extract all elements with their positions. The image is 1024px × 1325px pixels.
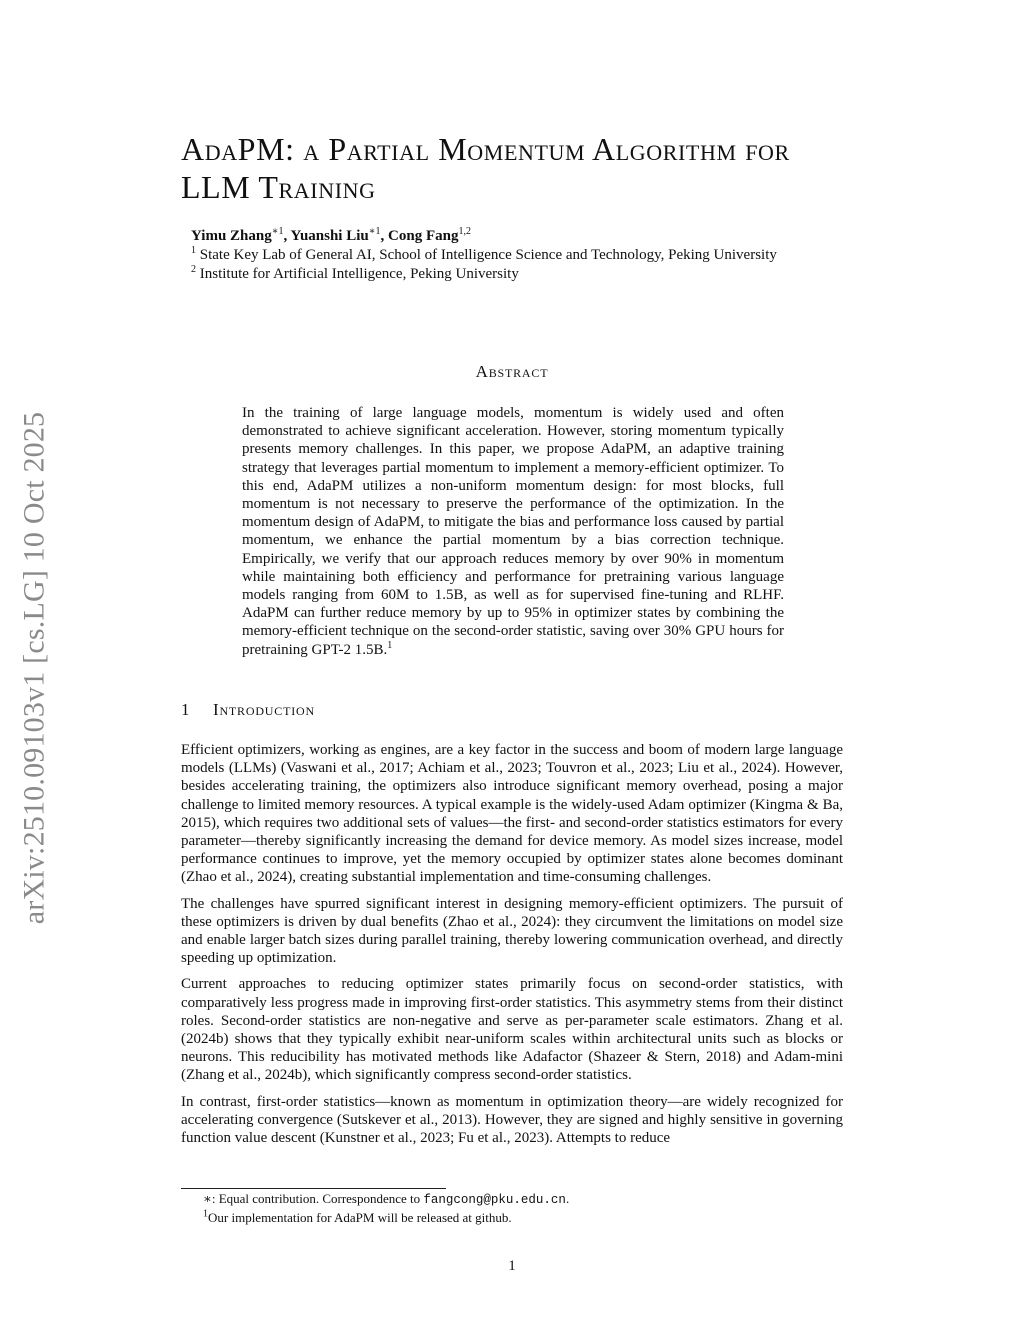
arxiv-stamp — [14, 375, 54, 960]
section-heading — [181, 700, 843, 720]
author-mark: 1,2 — [458, 226, 471, 237]
abstract-heading: Abstract — [475, 362, 549, 381]
footnote-implementation — [203, 1209, 843, 1227]
paper-title: AdaPM: a Partial Momentum Algorithm for LLM Training — [181, 131, 790, 205]
footnote-end: . — [565, 1191, 570, 1206]
section-title: Introduction — [213, 700, 315, 719]
paragraph: Efficient optimizers, working as engines, are a key factor in the success and boom of modern large language models (LLMs) (Vaswani et al., 2017; Achiam et al., 2023; Touvron et al., 2023; Liu et al., 2024). However, besides accelerating training, the optimizers also introduce significant memory overhead, posing a major challenge to limited memory resources. A typical example is the widely-used Adam optimizer (Kingma & Ba, 2015), which requires two additional sets of values—the first- and second-order statistics estimators for every parameter—thereby significantly increasing the demand for device memory. As model sizes increase, model performance continues to improve, yet the memory occupied by optimizer states alone becomes dominant (Zhao et al., 2024), creating substantial implementation and time-consuming challenges. — [181, 742, 843, 886]
affiliation — [191, 265, 861, 284]
author-name: Cong Fang — [388, 228, 459, 244]
author-mark: ∗1 — [271, 226, 284, 237]
footnotes — [203, 1190, 843, 1227]
affiliation-text: State Key Lab of General AI, School of Intelligence Science and Technology, Peking University — [199, 247, 777, 263]
paragraph: In contrast, first-order statistics—known as momentum in optimization theory—are widely recognized for accelerating convergence (Sutskever et al., 2013). However, they are signed and highly sensitive in governing function value descent (Kunstner et al., 2023; Fu et al., 2023). Attempts to reduce — [181, 1093, 843, 1147]
affiliation-mark: 2 — [191, 264, 196, 275]
abstract-body — [242, 404, 784, 659]
affiliation-text: Institute for Artificial Intelligence, Peking University — [199, 266, 519, 282]
affiliation-mark: 1 — [191, 245, 196, 256]
footnote-divider — [181, 1188, 446, 1189]
author-mark: ∗1 — [368, 226, 381, 237]
footnote-equal-contribution — [203, 1190, 843, 1209]
section-number: 1 — [181, 700, 191, 719]
arxiv-id: arXiv:2510.09103v1 [cs.LG] 10 Oct 2025 — [17, 411, 50, 924]
footnote-ref[interactable]: 1 — [387, 639, 393, 651]
footnote-mark: 1 — [203, 1208, 208, 1220]
email-link[interactable]: fangcong@pku.edu.cn — [423, 1193, 566, 1207]
author-block — [191, 227, 861, 284]
abstract-text: In the training of large language models, momentum is widely used and often demonstrated to achieve significant acceleration. However, storing momentum typically presents memory challenges. In this paper, we propose AdaPM, an adaptive training strategy that leverages partial momentum to implement a memory-efficient optimizer. To this end, AdaPM utilizes a non-uniform momentum design: for most blocks, full momentum is not necessary to preserve the performance of the optimization. In the momentum design of AdaPM, to mitigate the bias and performance loss caused by partial momentum, we enhance the partial momentum by a bias correction technique. Empirically, we verify that our approach reduces memory by over 90% in momentum while maintaining both efficiency and performance for pretraining various language models ranging from 60M to 1.5B, as well as for supervised fine-tuning and RLHF. AdaPM can further reduce memory by up to 95% in optimizer states by combining the memory-efficient technique on the second-order statistic, saving over 30% GPU hours for pretraining GPT-2 1.5B. — [242, 405, 784, 658]
affiliation — [191, 246, 861, 265]
page-number: 1 — [508, 1258, 516, 1274]
author-names: Yimu Zhang$^{∗1}$, Yuanshi Liu$^{∗1}$, Cong Fang$^{1,2}$ — [191, 226, 471, 244]
introduction-body — [181, 741, 843, 1155]
footnote-mark: ∗ — [203, 1191, 212, 1206]
author-name: Yuanshi Liu — [290, 228, 369, 244]
author-name: Yimu Zhang — [191, 228, 272, 244]
footnote-text: : Equal contribution. Correspondence to — [211, 1191, 424, 1206]
paragraph: Current approaches to reducing optimizer states primarily focus on second-order statistics, with comparatively less progress made in improving first-order statistics. This asymmetry stems from their distinct roles. Second-order statistics are non-negative and serve as per-parameter scale estimators. Zhang et al. (2024b) shows that they typically exhibit near-uniform scales within architectural units such as blocks or neurons. This reducibility has motivated methods like Adafactor (Shazeer & Stern, 2018) and Adam-mini (Zhang et al., 2024b), which significantly compress second-order statistics. — [181, 976, 843, 1084]
paragraph: The challenges have spurred significant interest in designing memory-efficient optimizers. The pursuit of these optimizers is driven by dual benefits (Zhao et al., 2024): they circumvent the limitations on model size and enable larger batch sizes during parallel training, thereby lowering communication overhead, and directly speeding up optimization. — [181, 895, 843, 967]
footnote-text: Our implementation for AdaPM will be released at github. — [208, 1210, 512, 1225]
